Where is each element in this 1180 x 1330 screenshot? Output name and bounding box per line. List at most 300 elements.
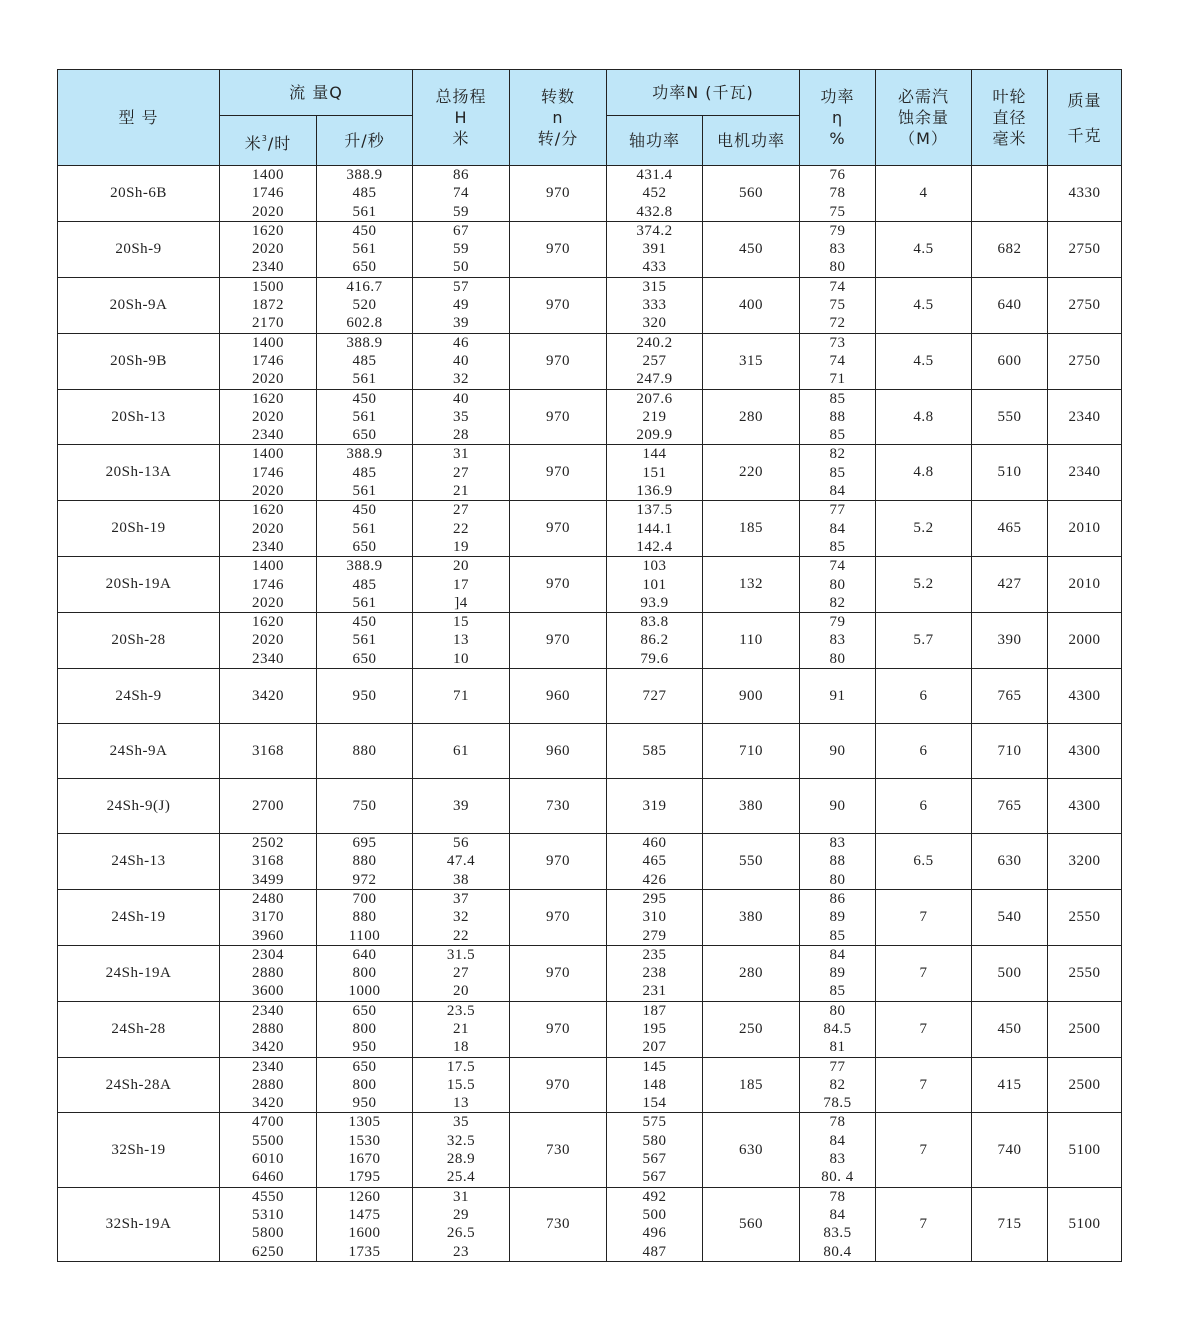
cell-npsh: 6: [876, 779, 972, 834]
cell-flow-ls-value: 950: [352, 1039, 377, 1056]
cell-flow-ls: [317, 445, 413, 501]
cell-flow-m3h-value: 2340: [252, 538, 284, 555]
cell-shaft-power: [607, 1113, 703, 1187]
cell-motor-power: 220: [703, 445, 800, 501]
cell-flow-m3h-value: 5500: [252, 1132, 284, 1149]
cell-shaft-power-value: 567: [642, 1151, 667, 1168]
cell-efficiency-value: 75: [829, 297, 846, 314]
cell-shaft-power-value: 585: [642, 742, 667, 759]
cell-head-value: 47.4: [446, 853, 476, 870]
cell-mass: 2750: [1048, 221, 1122, 277]
cell-speed: 970: [510, 501, 607, 557]
cell-flow-ls-value: 1530: [348, 1132, 381, 1149]
cell-shaft-power: [607, 889, 703, 945]
cell-speed: 970: [510, 445, 607, 501]
cell-flow-m3h-value: 1620: [252, 222, 284, 239]
cell-flow-m3h-value: 4550: [252, 1188, 284, 1205]
cell-efficiency: [800, 945, 876, 1001]
cell-efficiency-value: 74: [829, 352, 846, 369]
cell-shaft-power: [607, 445, 703, 501]
cell-flow-ls-value: 388.9: [346, 167, 383, 183]
cell-shaft-power: [607, 779, 703, 834]
table-row: [58, 1187, 1122, 1261]
cell-shaft-power-value: 231: [642, 983, 667, 1000]
cell-mass: 5100: [1048, 1113, 1122, 1187]
cell-motor-power: 380: [703, 779, 800, 834]
cell-flow-ls: [317, 1113, 413, 1187]
cell-flow-m3h-value: 1500: [252, 278, 284, 295]
cell-flow-m3h-value: 2880: [252, 1076, 284, 1093]
cell-impeller: 640: [972, 277, 1048, 333]
cell-flow-ls-value: 561: [352, 594, 377, 611]
header-mass: 质量 千克: [1048, 70, 1122, 166]
table-row: [58, 945, 1122, 1001]
cell-flow-m3h-value: 1400: [252, 167, 284, 183]
cell-flow-ls-value: 1735: [348, 1243, 381, 1260]
cell-speed: 970: [510, 557, 607, 613]
table-row: [58, 221, 1122, 277]
cell-flow-m3h: [220, 1113, 317, 1187]
cell-mass: 2550: [1048, 889, 1122, 945]
cell-head-value: 74: [453, 185, 469, 202]
cell-shaft-power: [607, 221, 703, 277]
cell-impeller: 540: [972, 889, 1048, 945]
cell-shaft-power-value: 432.8: [636, 203, 673, 220]
cell-flow-ls: [317, 1001, 413, 1057]
cell-flow-m3h: [220, 221, 317, 277]
cell-impeller: 415: [972, 1057, 1048, 1113]
cell-impeller: 465: [972, 501, 1048, 557]
cell-flow-m3h-value: 2880: [252, 965, 284, 982]
cell-efficiency: [800, 889, 876, 945]
cell-head: [413, 724, 510, 779]
cell-mass: 2500: [1048, 1057, 1122, 1113]
cell-efficiency-value: 78.5: [823, 1095, 852, 1112]
cell-speed: 960: [510, 724, 607, 779]
cell-flow-ls-value: 450: [352, 614, 377, 631]
cell-flow-ls-value: 950: [352, 1095, 377, 1112]
cell-flow-m3h-value: 2340: [252, 259, 284, 276]
cell-impeller: 765: [972, 669, 1048, 724]
cell-flow-m3h-value: 1746: [252, 352, 284, 369]
cell-flow-m3h: [220, 834, 317, 890]
cell-flow-ls-value: 561: [352, 371, 377, 388]
cell-efficiency-value: 72: [829, 315, 846, 332]
cell-flow-ls: [317, 613, 413, 669]
cell-flow-ls: [317, 834, 413, 890]
cell-efficiency: [800, 613, 876, 669]
cell-shaft-power-value: 487: [642, 1243, 667, 1260]
cell-model: 24Sh-19: [58, 889, 220, 945]
cell-efficiency-value: 80: [829, 871, 846, 888]
cell-shaft-power: [607, 389, 703, 445]
cell-efficiency-value: 83: [829, 241, 846, 258]
cell-motor-power: 560: [703, 166, 800, 222]
cell-flow-ls-value: 602.8: [346, 315, 383, 332]
cell-flow-m3h-value: 3168: [252, 742, 284, 759]
cell-flow-ls-value: 695: [352, 835, 377, 852]
cell-head: [413, 277, 510, 333]
cell-flow-ls: [317, 945, 413, 1001]
cell-model: 24Sh-9A: [58, 724, 220, 779]
cell-flow-ls: [317, 779, 413, 834]
table-row: [58, 1057, 1122, 1113]
cell-flow-m3h-value: 2020: [252, 241, 284, 258]
cell-efficiency-value: 82: [829, 1076, 846, 1093]
cell-mass: 2010: [1048, 501, 1122, 557]
cell-head: [413, 333, 510, 389]
cell-head: [413, 501, 510, 557]
cell-efficiency-value: 78: [829, 1114, 846, 1131]
cell-efficiency-value: 85: [829, 927, 846, 944]
cell-mass: 2340: [1048, 445, 1122, 501]
cell-mass: 2340: [1048, 389, 1122, 445]
cell-impeller: 510: [972, 445, 1048, 501]
cell-efficiency-value: 84: [829, 946, 846, 963]
cell-motor-power: 550: [703, 834, 800, 890]
cell-head-value: 49: [453, 297, 469, 314]
cell-speed: 970: [510, 613, 607, 669]
cell-flow-ls-value: 1475: [348, 1206, 381, 1223]
cell-efficiency-value: 83.5: [823, 1225, 852, 1242]
cell-shaft-power-value: 151: [642, 464, 667, 481]
cell-shaft-power-value: 320: [642, 315, 667, 332]
header-speed: 转数 n 转/分: [510, 70, 607, 166]
cell-flow-ls-value: 388.9: [346, 446, 383, 463]
cell-shaft-power-value: 500: [642, 1206, 667, 1223]
cell-flow-ls-value: 650: [352, 650, 377, 667]
cell-model: 20Sh-13A: [58, 445, 220, 501]
cell-head-value: 23: [453, 1243, 469, 1260]
cell-flow-m3h-value: 1400: [252, 558, 284, 575]
cell-efficiency-value: 75: [829, 203, 846, 220]
cell-shaft-power-value: 207.6: [636, 390, 673, 407]
cell-efficiency-value: 82: [829, 594, 846, 611]
cell-speed: 970: [510, 333, 607, 389]
cell-shaft-power-value: 295: [642, 890, 667, 907]
cell-flow-ls: [317, 166, 413, 222]
cell-flow-m3h: [220, 277, 317, 333]
cell-flow-ls: [317, 389, 413, 445]
cell-flow-ls: [317, 333, 413, 389]
cell-efficiency-value: 79: [829, 614, 846, 631]
cell-efficiency-value: 88: [829, 408, 846, 425]
cell-shaft-power: [607, 501, 703, 557]
cell-flow-ls-value: 485: [352, 352, 377, 369]
cell-efficiency-value: 84: [829, 1206, 846, 1223]
header-flow-m3h: 米$^3$/时: [220, 116, 317, 166]
cell-efficiency-value: 84.5: [823, 1020, 852, 1037]
cell-flow-ls-value: 1670: [348, 1151, 381, 1168]
cell-model: 24Sh-13: [58, 834, 220, 890]
table-row: [58, 557, 1122, 613]
cell-shaft-power-value: 195: [642, 1020, 667, 1037]
cell-efficiency-value: 84: [829, 520, 846, 537]
cell-efficiency: [800, 1001, 876, 1057]
cell-motor-power: 280: [703, 945, 800, 1001]
cell-efficiency-value: 91: [829, 687, 846, 704]
cell-shaft-power-value: 580: [642, 1132, 667, 1149]
cell-flow-ls-value: 950: [352, 687, 377, 704]
cell-model: 32Sh-19: [58, 1113, 220, 1187]
cell-head-value: 31.5: [446, 946, 476, 963]
cell-efficiency-value: 83: [829, 835, 846, 852]
cell-flow-m3h-value: 3960: [252, 927, 284, 944]
cell-model: 20Sh-9: [58, 221, 220, 277]
cell-head-value: 15.5: [446, 1076, 476, 1093]
cell-head: [413, 889, 510, 945]
cell-flow-ls-value: 650: [352, 538, 377, 555]
cell-flow-ls-value: 450: [352, 390, 377, 407]
cell-npsh: 7: [876, 889, 972, 945]
cell-shaft-power-value: 727: [642, 687, 667, 704]
cell-motor-power: 185: [703, 501, 800, 557]
cell-flow-ls-value: 650: [352, 1058, 377, 1075]
cell-flow-m3h-value: 5310: [252, 1206, 284, 1223]
cell-efficiency-value: 89: [829, 965, 846, 982]
header-head: 总扬程 H 米: [413, 70, 510, 166]
cell-head-value: 37: [453, 890, 469, 907]
table-row: [58, 1113, 1122, 1187]
cell-shaft-power-value: 374.2: [636, 222, 673, 239]
table-row: [58, 1001, 1122, 1057]
cell-impeller: 450: [972, 1001, 1048, 1057]
cell-mass: 5100: [1048, 1187, 1122, 1261]
cell-head: [413, 221, 510, 277]
cell-head: [413, 1113, 510, 1187]
cell-head: [413, 945, 510, 1001]
cell-shaft-power-value: 154: [642, 1095, 667, 1112]
cell-speed: 970: [510, 945, 607, 1001]
cell-head-value: 20: [453, 558, 469, 575]
cell-flow-ls: [317, 501, 413, 557]
cell-head-value: 10: [453, 650, 469, 667]
cell-impeller: 600: [972, 333, 1048, 389]
cell-flow-ls-value: 485: [352, 185, 377, 202]
cell-npsh: 5.2: [876, 557, 972, 613]
cell-flow-m3h-value: 3600: [252, 983, 284, 1000]
cell-shaft-power-value: 144.1: [636, 520, 673, 537]
cell-flow-m3h-value: 3420: [252, 687, 284, 704]
cell-flow-ls: [317, 889, 413, 945]
cell-speed: 970: [510, 1001, 607, 1057]
cell-shaft-power-value: 492: [642, 1188, 667, 1205]
cell-shaft-power-value: 567: [642, 1169, 667, 1186]
cell-head-value: 13: [453, 1095, 469, 1112]
cell-head-value: 31: [453, 446, 469, 463]
cell-efficiency-value: 77: [829, 502, 846, 519]
cell-npsh: 4: [876, 166, 972, 222]
cell-efficiency-value: 78: [829, 1188, 846, 1205]
table-row: [58, 613, 1122, 669]
cell-model: 24Sh-9: [58, 669, 220, 724]
cell-shaft-power-value: 93.9: [640, 594, 669, 611]
cell-flow-ls-value: 972: [352, 871, 377, 888]
cell-mass: 2550: [1048, 945, 1122, 1001]
cell-model: 20Sh-9B: [58, 333, 220, 389]
cell-efficiency: [800, 445, 876, 501]
cell-motor-power: 900: [703, 669, 800, 724]
cell-head-value: 35: [453, 408, 469, 425]
cell-head: [413, 1187, 510, 1261]
cell-head-value: 32.5: [446, 1132, 476, 1149]
cell-efficiency-value: 74: [829, 278, 846, 295]
cell-npsh: 4.5: [876, 333, 972, 389]
table-row: [58, 445, 1122, 501]
cell-head-value: 21: [453, 483, 469, 500]
cell-flow-m3h-value: 1872: [252, 297, 284, 314]
cell-motor-power: 560: [703, 1187, 800, 1261]
cell-head-value: 40: [453, 390, 469, 407]
cell-shaft-power-value: 319: [642, 797, 667, 814]
cell-shaft-power-value: 142.4: [636, 538, 673, 555]
cell-npsh: 7: [876, 1057, 972, 1113]
cell-motor-power: 280: [703, 389, 800, 445]
cell-flow-m3h-value: 2304: [252, 946, 284, 963]
cell-shaft-power: [607, 613, 703, 669]
cell-efficiency: [800, 1113, 876, 1187]
cell-impeller: 500: [972, 945, 1048, 1001]
cell-flow-m3h-value: 2340: [252, 1002, 284, 1019]
cell-efficiency: [800, 333, 876, 389]
cell-impeller: 550: [972, 389, 1048, 445]
cell-efficiency: [800, 166, 876, 222]
cell-shaft-power-value: 145: [642, 1058, 667, 1075]
cell-shaft-power-value: 101: [642, 576, 667, 593]
table-row: [58, 166, 1122, 222]
cell-impeller: 710: [972, 724, 1048, 779]
cell-efficiency-value: 80: [829, 259, 846, 276]
cell-flow-m3h: [220, 501, 317, 557]
cell-flow-m3h-value: 1400: [252, 334, 284, 351]
cell-motor-power: 400: [703, 277, 800, 333]
cell-head-value: 50: [453, 259, 469, 276]
cell-shaft-power-value: 209.9: [636, 427, 673, 444]
cell-flow-ls: [317, 724, 413, 779]
cell-impeller: 715: [972, 1187, 1048, 1261]
cell-mass: 4300: [1048, 669, 1122, 724]
cell-efficiency-value: 76: [829, 167, 846, 183]
cell-flow-m3h: [220, 166, 317, 222]
cell-shaft-power-value: 219: [642, 408, 667, 425]
cell-mass: 4300: [1048, 724, 1122, 779]
cell-head-value: 27: [453, 965, 469, 982]
cell-efficiency-value: 80.4: [823, 1243, 852, 1260]
cell-flow-m3h: [220, 445, 317, 501]
cell-flow-ls-value: 650: [352, 427, 377, 444]
cell-flow-ls-value: 1305: [348, 1114, 381, 1131]
cell-head-value: 20: [453, 983, 469, 1000]
cell-efficiency-value: 71: [829, 371, 846, 388]
cell-efficiency: [800, 501, 876, 557]
cell-flow-m3h-value: 2020: [252, 594, 284, 611]
cell-model: 20Sh-9A: [58, 277, 220, 333]
cell-efficiency: [800, 669, 876, 724]
cell-head-value: 31: [453, 1188, 469, 1205]
cell-shaft-power-value: 257: [642, 352, 667, 369]
table-row: [58, 501, 1122, 557]
cell-speed: 970: [510, 834, 607, 890]
cell-flow-ls-value: 640: [352, 946, 377, 963]
cell-head-value: 28: [453, 427, 469, 444]
cell-head: [413, 834, 510, 890]
cell-head-value: 25.4: [446, 1169, 476, 1186]
table-row: [58, 889, 1122, 945]
cell-model: 20Sh-6B: [58, 166, 220, 222]
cell-efficiency: [800, 1057, 876, 1113]
cell-shaft-power: [607, 166, 703, 222]
cell-efficiency-value: 80: [829, 576, 846, 593]
cell-flow-ls: [317, 1057, 413, 1113]
cell-head: [413, 779, 510, 834]
cell-efficiency-value: 74: [829, 558, 846, 575]
cell-model: 24Sh-28A: [58, 1057, 220, 1113]
cell-flow-ls-value: 416.7: [346, 278, 383, 295]
cell-flow-ls-value: 800: [352, 1076, 377, 1093]
cell-npsh: 4.8: [876, 445, 972, 501]
cell-flow-m3h: [220, 333, 317, 389]
table-header: [58, 70, 1122, 166]
cell-head-value: 46: [453, 334, 469, 351]
cell-flow-m3h: [220, 1001, 317, 1057]
cell-flow-ls-value: 700: [352, 890, 377, 907]
cell-flow-m3h-value: 1746: [252, 185, 284, 202]
cell-efficiency: [800, 389, 876, 445]
cell-flow-m3h: [220, 945, 317, 1001]
cell-efficiency: [800, 724, 876, 779]
cell-efficiency-value: 84: [829, 1132, 846, 1149]
cell-flow-m3h-value: 6460: [252, 1169, 284, 1186]
header-flow: 流 量Q: [220, 70, 413, 116]
cell-head: [413, 557, 510, 613]
cell-flow-m3h: [220, 557, 317, 613]
cell-motor-power: 132: [703, 557, 800, 613]
cell-flow-m3h-value: 5800: [252, 1225, 284, 1242]
cell-speed: 970: [510, 277, 607, 333]
cell-flow-ls-value: 1000: [348, 983, 381, 1000]
cell-impeller: 765: [972, 779, 1048, 834]
cell-speed: 970: [510, 166, 607, 222]
cell-shaft-power-value: 333: [642, 297, 667, 314]
cell-flow-m3h: [220, 669, 317, 724]
cell-speed: 730: [510, 1113, 607, 1187]
cell-mass: 2000: [1048, 613, 1122, 669]
cell-shaft-power-value: 460: [642, 835, 667, 852]
cell-speed: 730: [510, 1187, 607, 1261]
cell-efficiency-value: 88: [829, 853, 846, 870]
cell-flow-ls-value: 800: [352, 965, 377, 982]
cell-flow-m3h: [220, 724, 317, 779]
cell-speed: 730: [510, 779, 607, 834]
header-npsh: 必需汽 蚀余量 （M）: [876, 70, 972, 166]
cell-npsh: 4.5: [876, 277, 972, 333]
cell-shaft-power-value: 452: [642, 185, 667, 202]
cell-flow-m3h-value: 2170: [252, 315, 284, 332]
cell-head-value: 27: [453, 464, 469, 481]
cell-flow-ls-value: 880: [352, 853, 377, 870]
cell-flow-ls-value: 388.9: [346, 334, 383, 351]
cell-flow-m3h-value: 1746: [252, 464, 284, 481]
cell-head-value: 26.5: [446, 1225, 476, 1242]
cell-shaft-power-value: 235: [642, 946, 667, 963]
cell-flow-ls: [317, 669, 413, 724]
cell-speed: 970: [510, 389, 607, 445]
cell-efficiency-value: 83: [829, 1151, 846, 1168]
cell-efficiency: [800, 779, 876, 834]
cell-efficiency-value: 77: [829, 1058, 846, 1075]
cell-motor-power: 185: [703, 1057, 800, 1113]
cell-head: [413, 166, 510, 222]
